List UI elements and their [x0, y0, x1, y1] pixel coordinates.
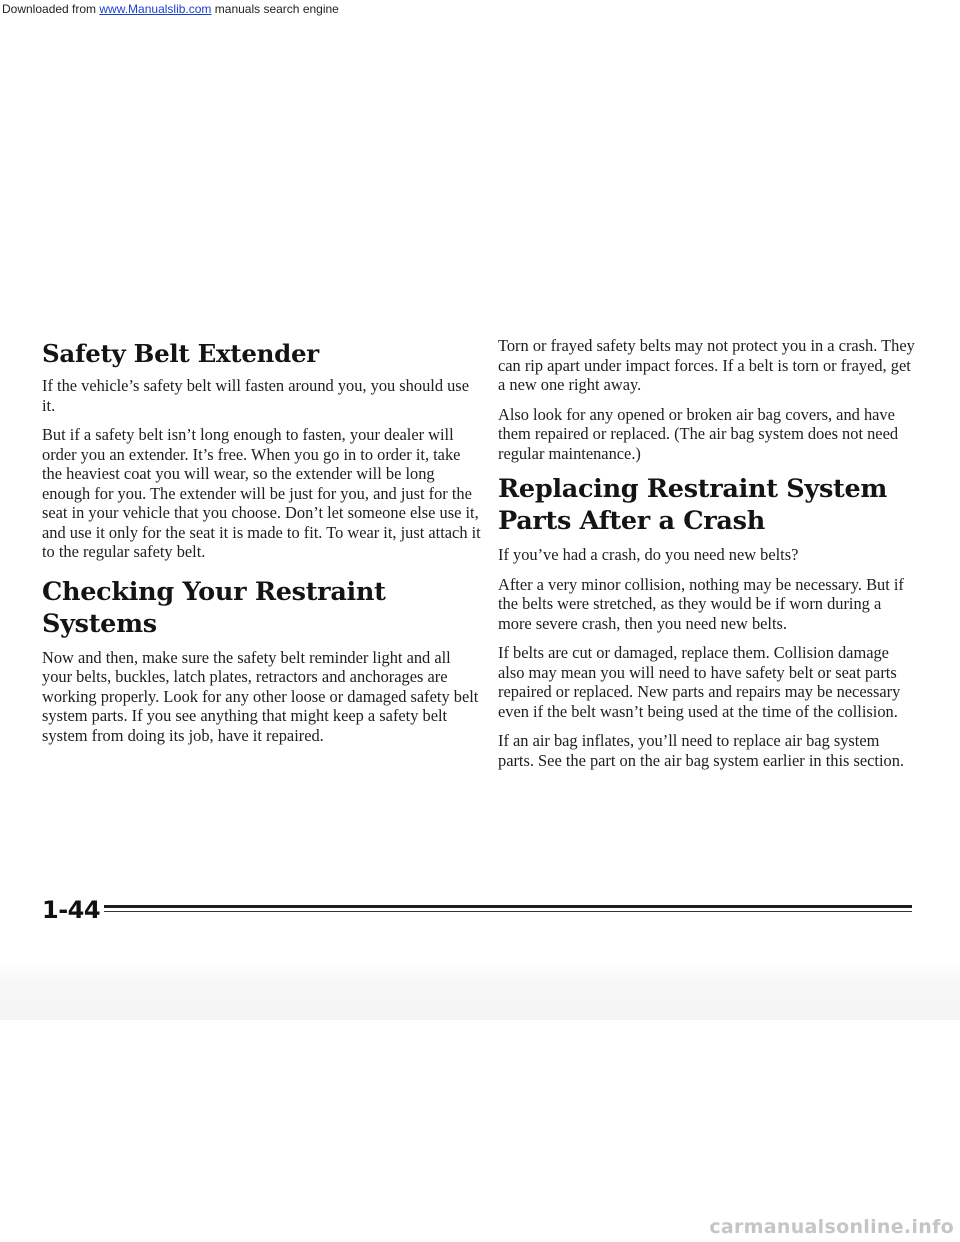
paragraph: But if a safety belt isn’t long enough to fasten, your dealer will order you an extender. It’s free. When you go in to order it, take the heaviest coat you will wear, so the extender will be long enough for you. The extender will be just for you, and just for the seat in your vehicle that you choose. Don’t let someone else use it, and use it only for the seat it is made to fit. To wear it, just attach it to the regular safety belt.: [42, 425, 481, 561]
heading-checking-restraint-systems: Checking Your Restraint Systems: [42, 576, 386, 639]
site-watermark: carmanualsonline.info: [709, 1216, 954, 1238]
paragraph: If the vehicle’s safety belt will fasten around you, you should use it.: [42, 376, 469, 415]
page-number: 1-44: [42, 896, 101, 924]
download-watermark: [2, 2, 339, 16]
paragraph: If an air bag inflates, you’ll need to replace air bag system parts. See the part on the air bag system earlier in this section.: [498, 731, 905, 770]
manualslib-link[interactable]: www.Manualslib.com: [99, 2, 212, 16]
footer-rule-thick: [104, 905, 912, 908]
heading-safety-belt-extender: Safety Belt Extender: [42, 339, 319, 368]
paragraph: Torn or frayed safety belts may not protect you in a crash. They can rip apart under impact forces. If a belt is torn or frayed, get a new one right away.: [498, 336, 915, 394]
right-column: [498, 336, 918, 780]
paragraph: After a very minor collision, nothing may be necessary. But if the belts were stretched, as they would be if worn during a more severe crash, then you need new belts.: [498, 574, 904, 633]
watermark-prefix: Downloaded from: [2, 2, 100, 16]
paragraph: If you’ve had a crash, do you need new belts?: [498, 545, 799, 564]
left-column: [42, 338, 482, 755]
paragraph: Now and then, make sure the safety belt reminder light and all your belts, buckles, latch plates, retractors and anchorages are working properly. Look for any other loose or damaged safety belt system parts. If you see anything that might keep a safety belt system from doing its job, have it repaired.: [42, 647, 479, 745]
scan-shadow: [0, 962, 960, 1020]
paragraph: Also look for any opened or broken air bag covers, and have them repaired or replaced. (The air bag system does not need regular maintenance.): [498, 404, 899, 463]
paragraph: If belts are cut or damaged, replace them. Collision damage also may mean you will need to have safety belt or seat parts repaired or replaced. New parts and repairs may be necessary even if the belt wasn’t being used at the time of the collision.: [498, 643, 901, 721]
heading-replacing-restraint-parts: Replacing Restraint System Parts After a Crash: [498, 474, 888, 536]
footer-rule-thin: [104, 911, 912, 912]
watermark-suffix: manuals search engine: [211, 2, 339, 16]
